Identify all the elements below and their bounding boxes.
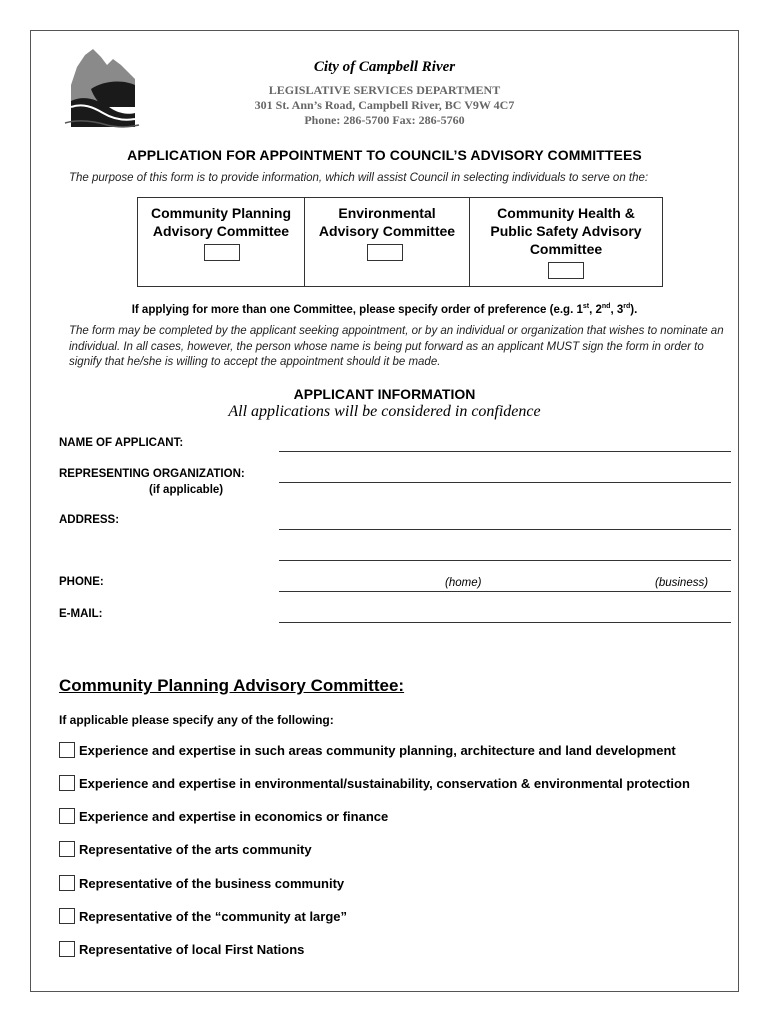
address-field-line-2[interactable] [279,560,731,561]
cpac-option [59,908,347,924]
address-field-line-1[interactable] [279,529,731,530]
home-hint: (home) [445,577,482,589]
cpac-option [59,808,388,824]
preference-text: , 2 [589,303,602,316]
committee-line: Environmental [338,205,436,221]
cpac-section-title: Community Planning Advisory Committee: [59,676,405,695]
option-label: Representative of the business community [79,875,345,891]
committees-table [137,197,663,287]
form-page [30,30,739,992]
organization-sublabel: (if applicable) [149,484,224,496]
committee-line: Committee [529,241,603,257]
department-phone: Phone: 286-5700 Fax: 286-5760 [304,113,465,127]
committee-line: Community Health & [497,205,635,221]
option-checkbox[interactable] [59,941,75,957]
city-name: City of Campbell River [313,59,456,75]
option-label: Representative of the “community at large” [79,908,348,924]
option-label: Representative of the arts community [79,841,312,857]
committee-line: Public Safety Advisory [490,223,642,239]
business-hint: (business) [655,577,709,589]
preference-text: , 3 [610,303,624,316]
email-field[interactable] [279,622,731,623]
cpac-option [59,742,676,758]
department-block [31,83,738,128]
option-checkbox[interactable] [59,841,75,857]
cpac-option [59,841,312,857]
committee-preference-input[interactable] [548,262,584,279]
committee-line: Advisory Committee [318,223,456,239]
option-checkbox[interactable] [59,808,75,824]
committee-line: Community Planning [151,205,291,221]
organization-field[interactable] [279,482,731,483]
organization-label: REPRESENTING ORGANIZATION: [59,468,245,480]
cpac-option [59,775,690,791]
option-label: Experience and expertise in environmental/sustainability, conservation & environmental protection [79,775,690,791]
email-label: E-MAIL: [59,608,103,620]
option-checkbox[interactable] [59,775,75,791]
cpac-option [59,941,304,957]
cpac-option [59,875,344,891]
committee-health-safety [470,198,662,286]
ordinal: rd [623,303,631,310]
option-checkbox[interactable] [59,875,75,891]
phone-field[interactable] [279,591,731,592]
option-label: Experience and expertise in such areas community planning, architecture and land development [79,742,676,758]
preference-text: ). [630,303,638,316]
purpose-text: The purpose of this form is to provide information, which will assist Council in selecting individuals to serve on the: [69,172,649,184]
ordinal: nd [601,303,611,310]
committee-community-planning [138,198,305,286]
phone-label: PHONE: [59,576,104,588]
nomination-note: The form may be completed by the applicant seeking appointment, or by an individual or organization that wishes to nominate an individual. In all cases, however, the person whose name is being put forward as an applicant MUST sign the form in order to signify that he/she is willing to accept the appointment should it be made. [69,325,724,368]
committee-line: Advisory Committee [152,223,290,239]
name-field[interactable] [279,451,731,452]
applicant-info-heading: APPLICANT INFORMATION [293,386,476,402]
name-label: NAME OF APPLICANT: [59,437,184,449]
option-checkbox[interactable] [59,908,75,924]
department-name: LEGISLATIVE SERVICES DEPARTMENT [268,83,501,97]
confidential-note: All applications will be considered in confidence [228,403,541,420]
preference-text: If applying for more than one Committee, please specify order of preference (e.g. 1 [131,303,583,316]
form-title: APPLICATION FOR APPOINTMENT TO COUNCIL’S ADVISORY COMMITTEES [127,147,642,163]
committee-environmental [305,198,470,286]
committee-preference-input[interactable] [367,244,403,261]
preference-instruction [31,303,738,316]
cpac-section-subtitle: If applicable please specify any of the following: [59,713,334,727]
option-label: Experience and expertise in economics or finance [79,808,389,824]
option-checkbox[interactable] [59,742,75,758]
ordinal: st [582,303,590,310]
option-label: Representative of local First Nations [79,941,305,957]
address-label: ADDRESS: [59,514,120,526]
department-address: 301 St. Ann’s Road, Campbell River, BC V9W 4C7 [254,98,515,112]
committee-preference-input[interactable] [204,244,240,261]
